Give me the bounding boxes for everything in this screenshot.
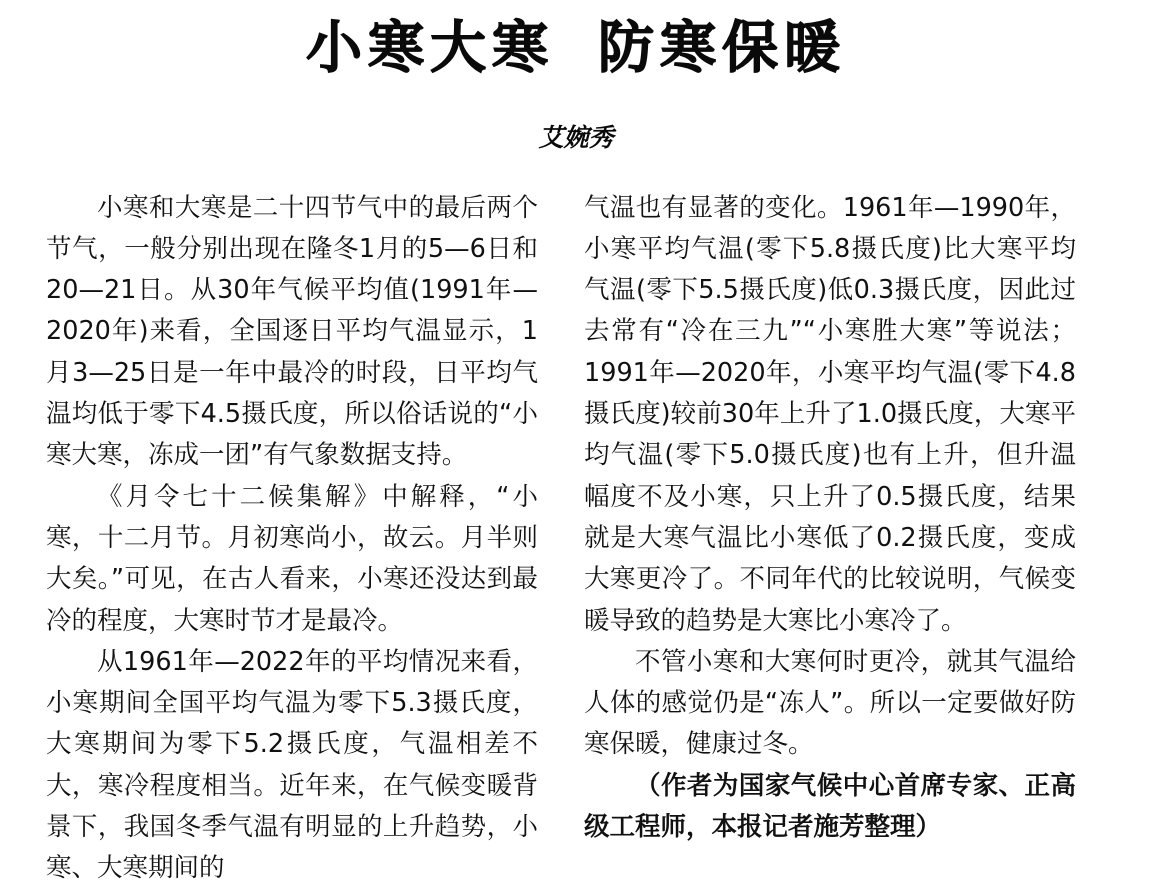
paragraph: 《月令七十二候集解》中解释，“小寒，十二月节。月初寒尚小，故云。月半则大矣。”可见，在古人看来，小寒还没达到最冷的程度，大寒时节才是最冷。	[46, 481, 538, 636]
byline: 艾婉秀	[538, 122, 614, 152]
paragraph: 小寒和大寒是二十四节气中的最后两个节气，一般分别出现在隆冬1月的5—6日和20—21日。从30年气候平均值(1991年—2020年)来看，全国逐日平均气温显示，1月3—25日是一年中最冷的时段，日平均气温均低于零下4.5摄氏度，所以俗话说的“小寒大寒，冻成一团”有气象数据支持。	[46, 192, 538, 471]
article-body	[18, 188, 1134, 890]
article-page	[0, 16, 1152, 884]
left-column	[46, 188, 538, 890]
headline-part-1: 小寒大寒	[306, 16, 554, 81]
paragraph: 从1961年—2022年的平均情况来看，小寒期间全国平均气温为零下5.3摄氏度，大寒期间为零下5.2摄氏度，气温相差不大，寒冷程度相当。近年来，在气候变暖背景下，我国冬季气温有明显的上升趋势，小寒、大寒期间的	[46, 646, 538, 884]
author-credit: （作者为国家气候中心首席专家、正高级工程师，本报记者施芳整理）	[584, 770, 1076, 843]
page-title	[18, 18, 1134, 80]
right-column	[584, 188, 1076, 890]
headline-part-2: 防寒保暖	[598, 16, 846, 81]
paragraph: 不管小寒和大寒何时更冷，就其气温给人体的感觉仍是“冻人”。所以一定要做好防寒保暖，健康过冬。	[584, 646, 1076, 760]
paragraph: 气温也有显著的变化。1961年—1990年，小寒平均气温(零下5.8摄氏度)比大寒平均气温(零下5.5摄氏度)低0.3摄氏度，因此过去常有“冷在三九”“小寒胜大寒”等说法；1991年—2020年，小寒平均气温(零下4.8摄氏度)较前30年上升了1.0摄氏度，大寒平均气温(零下5.0摄氏度)也有上升，但升温幅度不及小寒，只上升了0.5摄氏度，结果就是大寒气温比小寒低了0.2摄氏度，变成大寒更冷了。不同年代的比较说明，气候变暖导致的趋势是大寒比小寒冷了。	[584, 192, 1076, 636]
